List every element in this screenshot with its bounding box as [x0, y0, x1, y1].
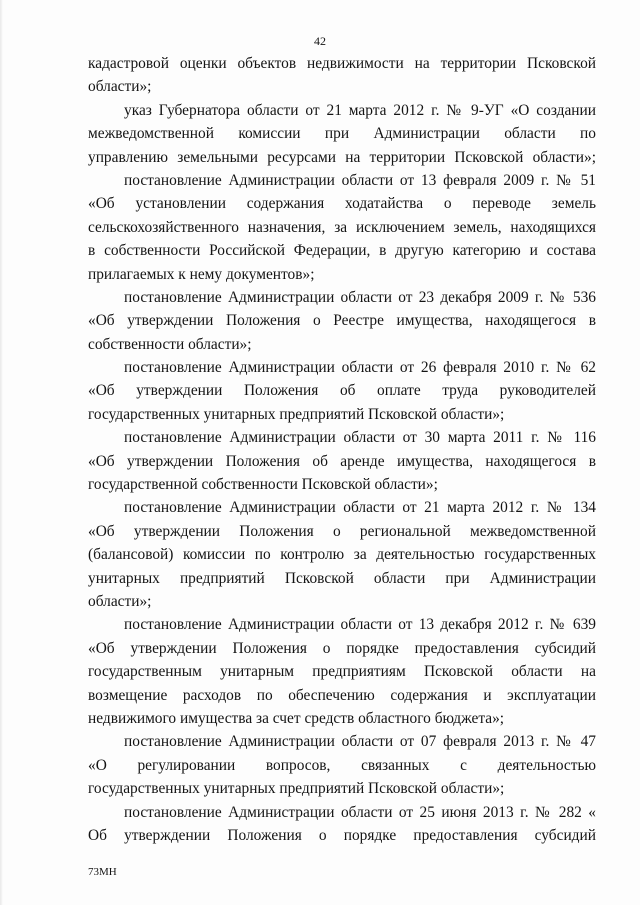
text-line: указ Губернатора области от 21 марта 2012 г. № 9-УГ «О создании — [124, 101, 596, 119]
text-line: постановление Администрации области от 07 февраля 2013 г. № 47 — [124, 733, 596, 751]
text-line: постановление Администрации области от 25 июня 2013 г. № 282 « — [124, 803, 596, 821]
document-body — [88, 52, 596, 847]
text-line: межведомственной комиссии при Администрации области по — [88, 125, 596, 143]
text-line: управлению земельными ресурсами на территории Псковской области»; — [88, 148, 596, 166]
text-line: постановление Администрации области от 30 марта 2011 г. № 116 — [124, 429, 596, 447]
text-line: унитарных предприятий Псковской области при Администрации — [88, 569, 596, 587]
text-line: государственным унитарным предприятиям Псковской области на — [88, 663, 596, 681]
text-line: «Об утверждении Положения о Реестре имущества, находящегося в — [88, 312, 596, 330]
scan-edge — [0, 0, 3, 905]
text-line: «Об утверждении Положения о порядке предоставления субсидий — [88, 639, 596, 657]
text-line: постановление Администрации области от 13 февраля 2009 г. № 51 — [124, 171, 596, 189]
footer-code: 73МН — [88, 866, 117, 878]
text-line: «О регулировании вопросов, связанных с деятельностью — [88, 756, 596, 774]
text-line: постановление Администрации области от 21 марта 2012 г. № 134 — [124, 499, 596, 517]
text-line: «Об утверждении Положения о региональной межведомственной — [88, 522, 596, 540]
text-line: кадастровой оценки объектов недвижимости на территории Псковской — [88, 55, 596, 72]
text-line: постановление Администрации области от 26 февраля 2010 г. № 62 — [124, 359, 596, 377]
page-number: 42 — [314, 34, 326, 48]
text-line: «Об утверждении Положения об оплате труда руководителей — [88, 382, 596, 400]
text-line: прилагаемых к нему документов»; — [88, 265, 315, 283]
text-line: государственных унитарных предприятий Псковской области»; — [88, 405, 505, 423]
text-line: постановление Администрации области от 23 декабря 2009 г. № 536 — [124, 288, 596, 306]
text-line: в собственности Российской Федерации, в другую категорию и состава — [88, 242, 596, 260]
text-line: области»; — [88, 592, 152, 610]
text-line: «Об утверждении Положения об аренде имущества, находящегося в — [88, 452, 596, 470]
text-line: Об утверждении Положения о порядке предоставления субсидий — [88, 826, 596, 844]
text-line: постановление Администрации области от 13 декабря 2012 г. № 639 — [124, 616, 596, 634]
text-line: собственности области»; — [88, 335, 252, 353]
text-line: государственной собственности Псковской области»; — [88, 476, 438, 494]
text-line: «Об установлении содержания ходатайства о переводе земель — [88, 195, 596, 213]
text-line: сельскохозяйственного назначения, за исключением земель, находящихся — [88, 218, 596, 236]
text-line: (балансовой) комиссии по контролю за деятельностью государственных — [88, 546, 596, 564]
text-line: недвижимого имущества за счет средств областного бюджета»; — [88, 709, 505, 727]
text-line: области»; — [88, 78, 152, 96]
text-line: государственных унитарных предприятий Псковской области»; — [88, 780, 505, 798]
text-line: возмещение расходов по обеспечению содержания и эксплуатации — [88, 686, 596, 704]
